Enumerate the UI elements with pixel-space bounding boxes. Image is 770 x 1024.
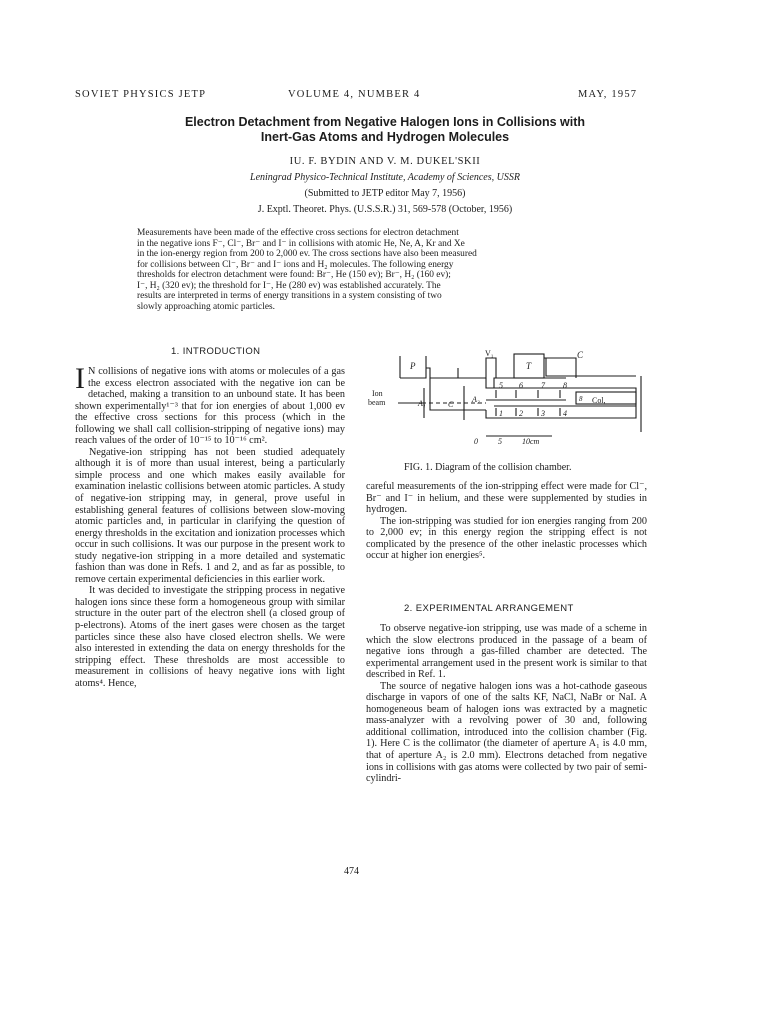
upper-number: 8 [563,381,567,390]
scale-zero: 0 [474,437,478,446]
lower-number: 2 [519,409,523,418]
abstract-line: slowly approaching atomic particles. [137,301,275,312]
left-column [75,362,345,689]
figure-caption: FIG. 1. Diagram of the collision chamber. [404,462,572,473]
journal-name: SOVIET PHYSICS JETP [75,89,207,100]
diagram-labels [368,349,606,446]
experimental-paragraph-1: To observe negative-ion stripping, use was made of a scheme in which the slow electrons produced in the passage of a beam of negative ions through a gas-filled chamber are detected. The experimental arrangement used in the present work is similar to that described in Ref. 1. [366,623,647,681]
upper-number: 5 [499,381,503,390]
scale-five: 5 [498,437,502,446]
title-line-1: Electron Detachment from Negative Halogen Ions in Collisions with [184,115,586,129]
abstract-line: I⁻, H₂ (320 ev); the threshold for I⁻, He (280 ev) was established accurately. The [137,280,441,291]
experimental-paragraph-2: The source of negative halogen ions was a hot-cathode gaseous discharge in vapors of one of the salts KF, NaCl, NaBr or NaI. A homogeneous beam of halogen ions was extracted by a magnetic mass-analyzer with a revolving power of 30 and, following additional collimation, introduced into the collision chamber (Fig. 1). Here C is the collimator (the diameter of aperture A₁ is 4.0 mm, that of aperture A₂ is 2.0 mm). Electrons detached from negative ions in collisions with gas atoms were collected by two pair of semi-cylindri- [366,680,647,785]
right-paragraph-2: The ion-stripping was studied for ion energies ranging from 200 to 2,000 ev; in this energy region the stripping effect is not complicated by the presence of the other inelastic processes which occur at higher ion energies⁵. [366,515,647,562]
right-column-top [366,481,647,562]
abstract-line: for collisions between Cl⁻, Br⁻ and I⁻ ions and H₂ molecules. The following energy [137,259,454,270]
label-col: Col, [592,396,606,405]
affiliation: Leningrad Physico-Technical Institute, Academy of Sciences, USSR [250,172,520,183]
abstract-line: in the ion-energy region from 200 to 2,000 ev. The cross sections have also been measured [137,249,477,259]
upper-number: 7 [541,381,545,390]
label-beam: beam [368,398,386,407]
label-a1: A₁ [418,399,426,408]
scale-ten: 10cm [522,437,540,446]
collector-col [576,392,636,404]
abstract [137,228,579,312]
collision-chamber-diagram [366,348,656,448]
abstract-line: in the negative ions F⁻, Cl⁻, Br⁻ and I⁻ in collisions with atomic He, Ne, A, Kr and Xe [137,238,465,249]
authors: IU. F. BYDIN AND V. M. DUKEL'SKII [289,156,481,167]
paper-title [0,115,770,145]
title-line-2: Inert-Gas Atoms and Hydrogen Molecules [260,130,510,144]
right-column-bottom [366,623,647,785]
intro-paragraph-3: It was decided to investigate the stripping process in negative halogen ions since these form a homogeneous group with similar structure in the outer part of the electron shell (a closed group of p-electrons). Atoms of the inert gases were chosen as the target particles since these also have closed electron shells. We were also interested in extending the data on energy thresholds for the stripping effect. These thresholds are most accessible to measurement in collisions of heavy negative ions with light atoms⁴. Hence, [75,585,345,689]
submission-note: (Submitted to JETP editor May 7, 1956) [304,188,466,199]
label-a2: A₂ [472,395,480,404]
label-c-mid: C [448,400,454,409]
citation: J. Exptl. Theoret. Phys. (U.S.S.R.) 31, 569-578 (October, 1956) [257,204,513,215]
lower-number: 1 [499,409,503,418]
label-v1: V₁ [485,349,494,358]
section-1-heading: 1. INTRODUCTION [171,346,261,357]
label-8: 8 [579,395,583,403]
volume-number: VOLUME 4, NUMBER 4 [288,89,421,100]
upper-number: 6 [519,381,523,390]
abstract-line: results are interpreted in terms of energy transitions in a system consisting of two [137,291,442,301]
label-p: P [410,361,416,371]
issue-date: MAY, 1957 [578,89,638,100]
page-number: 474 [344,866,359,877]
abstract-line: thresholds for electron detachment were found: Br⁻, He (150 ev); Br⁻, H₂ (160 ev); [137,270,451,280]
intro-paragraph-1: I N collisions of negative ions with atoms or molecules of a gas the excess electron associated with the negative ion can be detached, making a transition to an unbound state. It has been shown experimentally¹⁻³ that for ion energies of about 1,000 ev the effective cross sections for this process (which in the following we shall call collision-stripping of negative ions) may reach values of the order of 10⁻¹⁵ to 10⁻¹⁶ cm². [75,362,345,447]
abstract-line: Measurements have been made of the effective cross sections for electron detachment [137,228,459,238]
label-c-top: C [577,350,584,360]
lower-number: 4 [563,409,567,418]
right-paragraph-1: careful measurements of the ion-stripping effect were made for Cl⁻, Br⁻ and I⁻ in helium, and these were supplemented by studies in hydrogen. [366,481,647,516]
label-t: T [526,361,532,371]
lower-number: 3 [541,409,545,418]
section-2-heading: 2. EXPERIMENTAL ARRANGEMENT [404,603,574,614]
intro-paragraph-2: Negative-ion stripping has not been studied adequately although it is of more than usual interest, being a particularly simple process and one which makes easily available for examination inelastic collisions between atomic particles. A study of negative-ion stripping may, in general, prove useful in establishing general features of collisions between slow-moving atomic particles and, in particular in clarifying the question of energy thresholds in the excitation and ionization processes which occur in such collisions. It was our purpose in the present work to study negative-ion stripping in a more detailed and systematic fashion than was done in Refs. 1 and 2, and as far as possible, to remove certain experimental deficiencies in this earlier work. [75,446,345,585]
drop-cap: I [75,362,85,395]
label-ion: Ion [372,389,383,398]
